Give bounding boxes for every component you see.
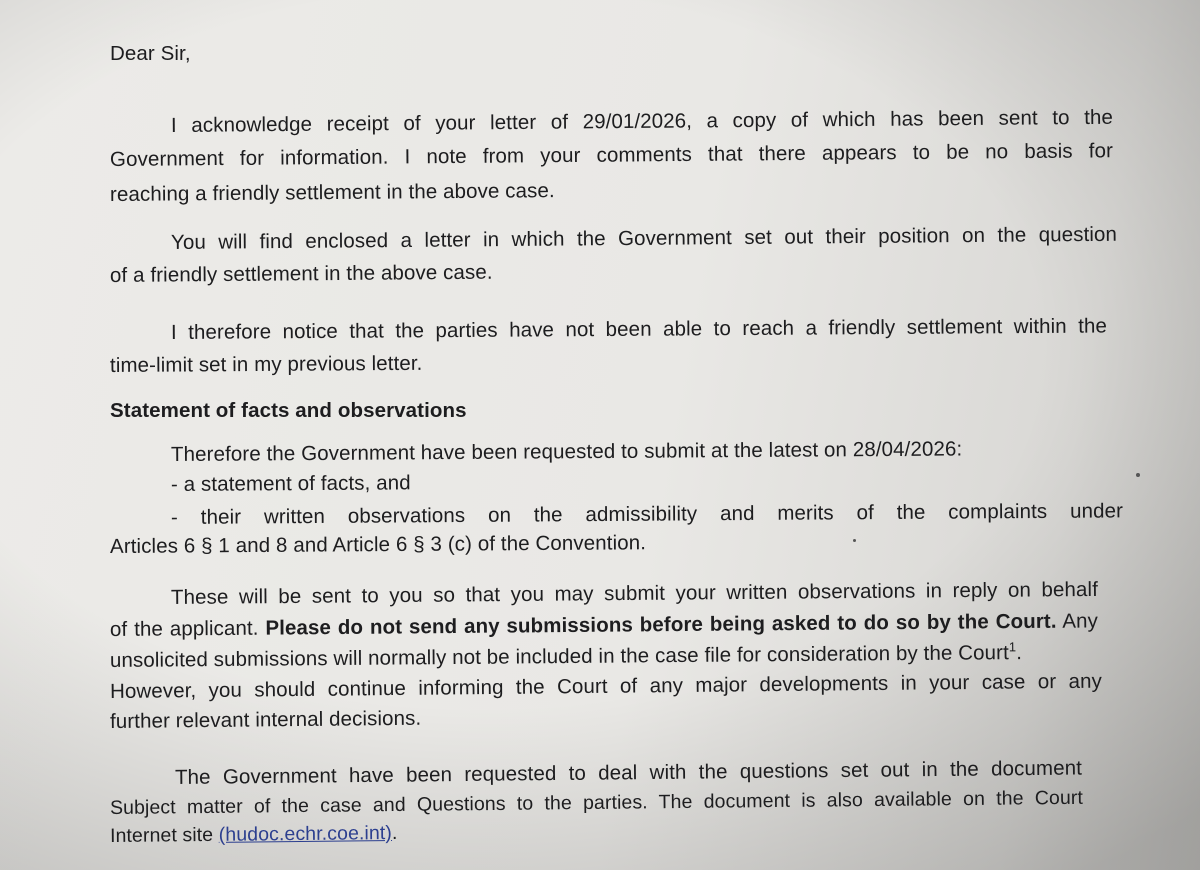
para4-line1: Therefore the Government have been requested to submit at the latest on 28/04/2026: (170, 437, 963, 466)
para6-line1: The Government have been requested to deal with the questions set out in the document (174, 756, 1083, 789)
para6-line3-pre: Internet site (109, 823, 219, 847)
section-heading: Statement of facts and observations (110, 399, 467, 422)
para1-line2: Government for information. I note from your comments that there appears to be no basis for (109, 139, 1114, 171)
salutation: Dear Sir, (110, 42, 191, 65)
para6-line2: Subject matter of the case and Questions to the parties. The document is also available on the Court (109, 786, 1084, 819)
paper-speck (1136, 473, 1140, 477)
para3-line1: I therefore notice that the parties have not been able to reach a friendly settlement within the (170, 314, 1108, 344)
para6-line3 (110, 819, 398, 850)
para5-line1: These will be sent to you so that you may submit your written observations in reply on behalf (170, 577, 1099, 609)
para5-line3-text: unsolicited submissions will normally not be included in the case file for consideration by the Court (109, 641, 1009, 672)
para1-line3: reaching a friendly settlement in the above case. (109, 179, 555, 206)
para5-line5: further relevant internal decisions. (109, 706, 422, 733)
para3-line2: time-limit set in my previous letter. (109, 351, 423, 377)
footnote-marker: 1 (1008, 639, 1017, 655)
para5-line3-end: . (1016, 641, 1023, 665)
hudoc-link[interactable]: (hudoc.echr.coe.int) (218, 822, 393, 846)
paper-speck (853, 539, 856, 542)
para5-line4: However, you should continue informing the Court of any major developments in your case or any (109, 669, 1103, 703)
list-item-statement-of-facts: - a statement of facts, and (170, 471, 411, 496)
do-not-send-warning: Please do not send any submissions before being asked to do so by the Court. (265, 609, 1057, 640)
para2-line1: You will find enclosed a letter in which the Government set out their position on the question (170, 222, 1118, 254)
para5-line2-post: Any (1056, 609, 1099, 633)
para6-line3-end: . (391, 821, 398, 845)
para1-line1: I acknowledge receipt of your letter of 29/01/2026, a copy of which has been sent to the (170, 105, 1114, 137)
para5-line2-pre: of the applicant. (109, 616, 266, 641)
para5-line2 (110, 607, 1098, 644)
list-item-written-observations: - their written observations on the admissibility and merits of the complaints under (170, 499, 1124, 529)
para4-line4: Articles 6 § 1 and 8 and Article 6 § 3 (c) of the Convention. (109, 531, 647, 558)
para2-line2: of a friendly settlement in the above case. (109, 260, 493, 287)
